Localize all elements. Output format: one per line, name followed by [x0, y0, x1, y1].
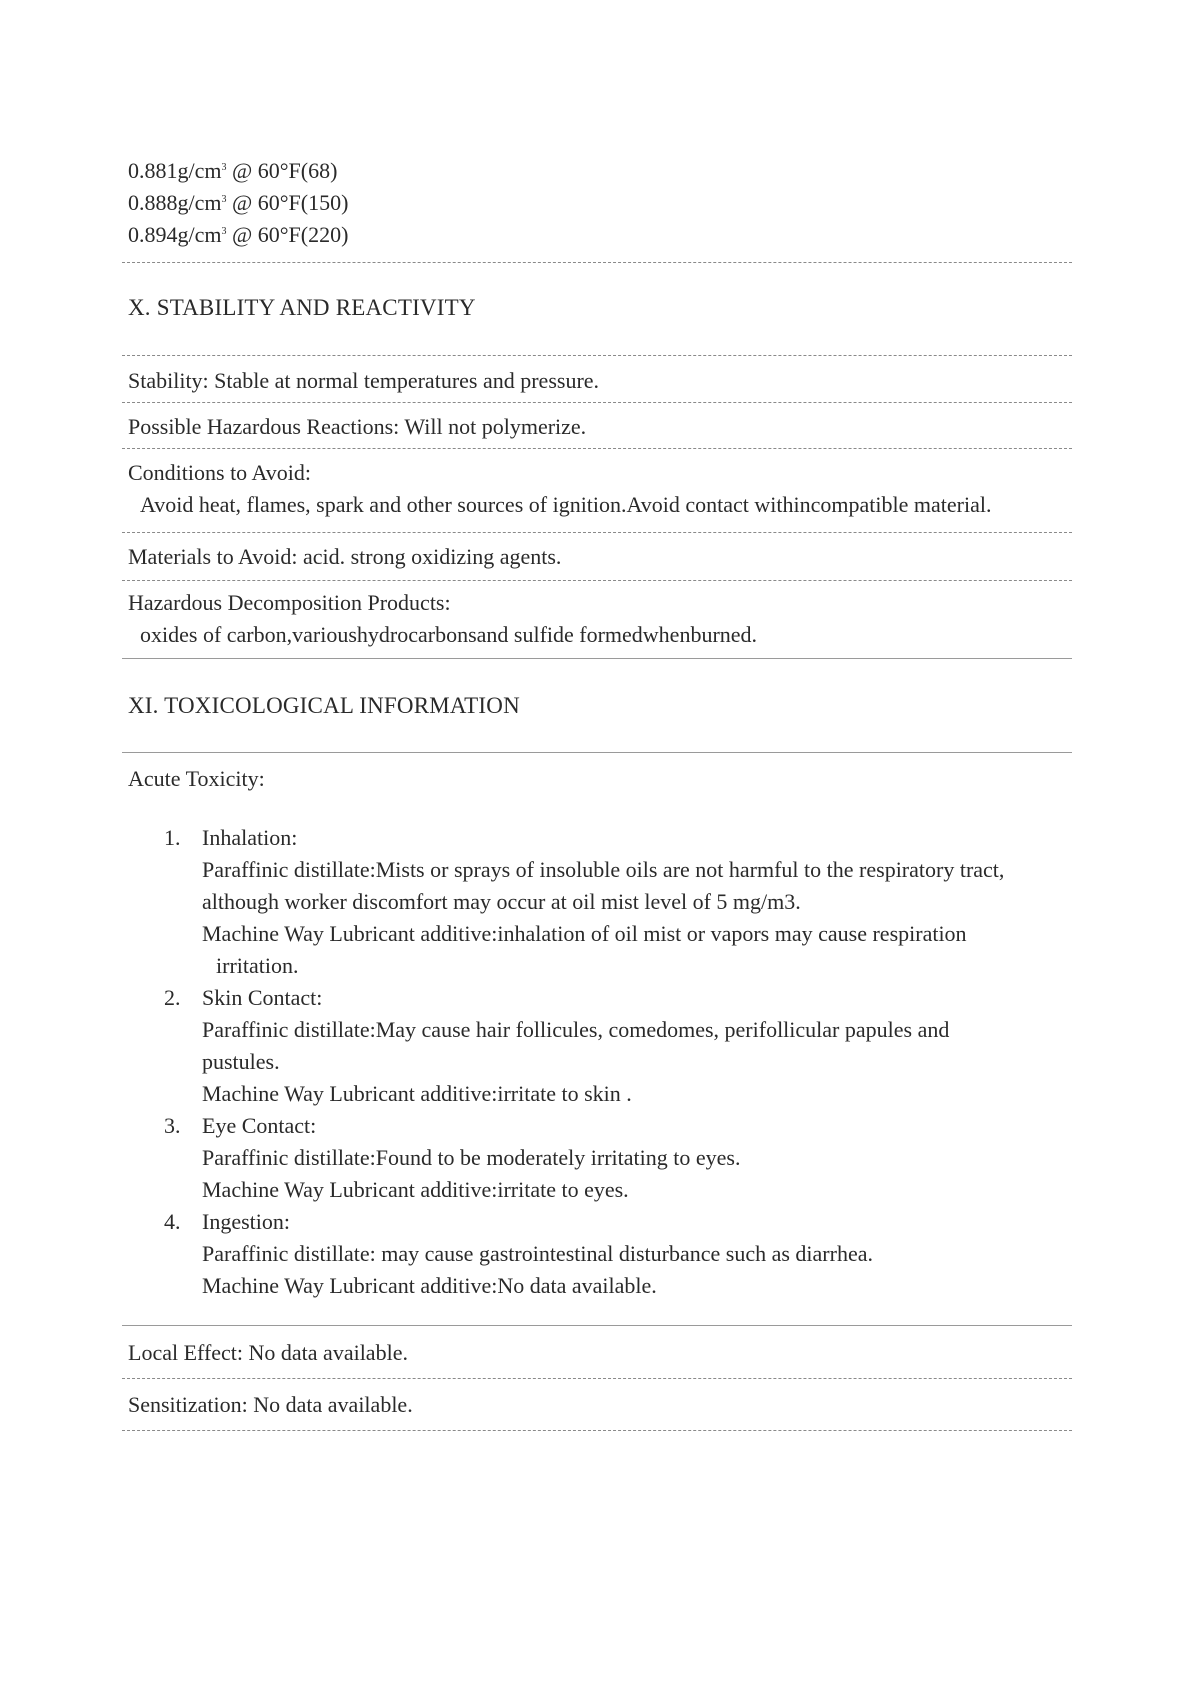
sensitization-text: Sensitization: No data available. — [128, 1392, 413, 1417]
divider — [122, 355, 1072, 356]
eye-contact-label: Eye Contact: — [202, 1113, 317, 1138]
ingestion-line-1: Paraffinic distillate: may cause gastrointestinal disturbance such as diarrhea. — [202, 1241, 873, 1266]
skin-contact-line-2: pustules. — [202, 1049, 280, 1074]
skin-contact-line-3: Machine Way Lubricant additive:irritate to skin . — [202, 1081, 632, 1106]
materials-text: Materials to Avoid: acid. strong oxidizing agents. — [128, 544, 562, 569]
item-number: 3. — [164, 1113, 181, 1138]
divider — [122, 262, 1072, 263]
divider — [122, 1430, 1072, 1431]
divider — [122, 402, 1072, 403]
divider — [122, 752, 1072, 753]
item-number: 1. — [164, 825, 181, 850]
skin-contact-line-1: Paraffinic distillate:May cause hair follicules, comedomes, perifollicular papules and — [202, 1017, 950, 1042]
inhalation-label: Inhalation: — [202, 825, 298, 850]
inhalation-line-3: Machine Way Lubricant additive:inhalation of oil mist or vapors may cause respiration — [202, 921, 967, 946]
local-effect-text: Local Effect: No data available. — [128, 1340, 408, 1365]
eye-contact-line-2: Machine Way Lubricant additive:irritate to eyes. — [202, 1177, 629, 1202]
divider — [122, 1325, 1072, 1326]
section-xi-title: XI. TOXICOLOGICAL INFORMATION — [128, 693, 520, 718]
density-line-2: $0.888g/cm^3$ @ 60°F(150) — [128, 190, 349, 215]
divider — [122, 1378, 1072, 1379]
density-line-3: $0.894g/cm^3$ @ 60°F(220) — [128, 222, 349, 247]
divider — [122, 448, 1072, 449]
divider — [122, 580, 1072, 581]
eye-contact-line-1: Paraffinic distillate:Found to be moderately irritating to eyes. — [202, 1145, 741, 1170]
inhalation-line-1: Paraffinic distillate:Mists or sprays of insoluble oils are not harmful to the respiratory tract, — [202, 857, 1005, 882]
inhalation-line-2: although worker discomfort may occur at oil mist level of 5 mg/m3. — [202, 889, 801, 914]
conditions-label: Conditions to Avoid: — [128, 460, 311, 485]
ingestion-line-2: Machine Way Lubricant additive:No data available. — [202, 1273, 657, 1298]
conditions-text: Avoid heat, flames, spark and other sources of ignition.Avoid contact withincompatible material. — [140, 492, 992, 517]
ingestion-label: Ingestion: — [202, 1209, 290, 1234]
density-line-1: $0.881g/cm^3$ @ 60°F(68) — [128, 158, 338, 183]
section-x-title: X. STABILITY AND REACTIVITY — [128, 295, 476, 320]
inhalation-line-4: irritation. — [216, 953, 299, 978]
decomposition-text: oxides of carbon,varioushydrocarbonsand sulfide formedwhenburned. — [140, 622, 758, 647]
acute-toxicity-label: Acute Toxicity: — [128, 766, 265, 791]
divider — [122, 658, 1072, 659]
skin-contact-label: Skin Contact: — [202, 985, 323, 1010]
item-number: 2. — [164, 985, 181, 1010]
stability-text: Stability: Stable at normal temperatures and pressure. — [128, 368, 600, 393]
decomposition-label: Hazardous Decomposition Products: — [128, 590, 451, 615]
divider — [122, 532, 1072, 533]
item-number: 4. — [164, 1209, 181, 1234]
hazardous-reactions-text: Possible Hazardous Reactions: Will not polymerize. — [128, 414, 587, 439]
